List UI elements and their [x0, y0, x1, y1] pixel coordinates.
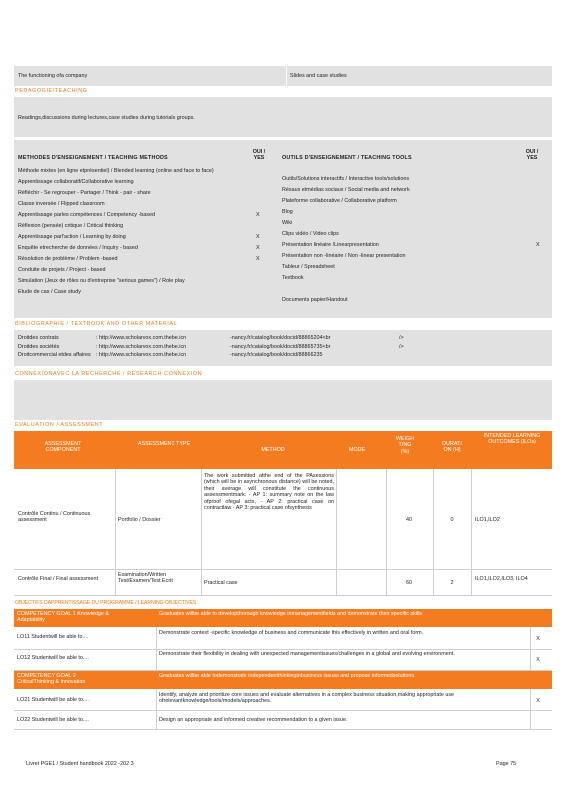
lo22-text: Design an appropriate and informed creative recommendation to a given issue.: [159, 717, 348, 723]
lo11-mark: X: [536, 636, 540, 642]
lo11-text: Demonstrate context -specific knowledge of business and communicate this effectively in written and oral form.: [159, 630, 424, 636]
tool-item-label: Textbook: [282, 275, 304, 281]
footer-page: Page 75: [496, 761, 517, 767]
course-title: The functioning ofa company: [18, 73, 88, 79]
tool-item: [282, 165, 532, 176]
bibliography-box: [14, 330, 552, 366]
eval-row1-ilos: ILO1,ILO2: [475, 517, 500, 523]
objectives-table: [14, 609, 552, 735]
eval-header-component: ASSESSMENT COMPONENT: [44, 441, 82, 454]
tool-item: [282, 253, 532, 264]
method-item-label: Résolution de problème / Problem -based: [18, 256, 118, 262]
method-item-mark: X: [256, 212, 260, 218]
methods-header-left: METHODES D'ENSEIGNEMENT / TEACHING METHODS: [18, 155, 168, 161]
method-item-label: Simulation (Jeux de rôles ou d'entreprise "serious games") / Role play: [18, 278, 185, 284]
lo12-text: Demonstrate their flexibility in dealing with unexpected managementissues/challenges in a global and evolving environment.: [159, 651, 455, 657]
tool-item-label: Tableur / Spreadsheet: [282, 264, 335, 270]
tool-item: [282, 231, 532, 242]
eval-header-method: METHOD: [261, 447, 285, 453]
method-item: [18, 256, 258, 267]
tools-list: [282, 165, 540, 308]
method-item: [18, 234, 258, 245]
method-item: [18, 245, 258, 256]
lo12-code: LO12 Studentwill be able to....: [17, 655, 89, 661]
tools-header-ouiyes: OUI / YES: [525, 149, 539, 162]
method-item-mark: X: [256, 245, 260, 251]
tool-item-label: Wiki: [282, 220, 293, 226]
lo21-text: Identify, analyze and prioritize core issues and evaluate alternatives in a complex business situation,making appropriate use ofrelevantknowledge/tools/models/approaches.: [159, 692, 455, 705]
bibliography-c[interactable]: -nancy.fr/catalog/book/docid/88865204<br: [230, 335, 331, 341]
evaluation-heading: EVALUATION / ASSESSMENT: [15, 422, 104, 428]
method-item: [18, 212, 258, 223]
bibliography-a: Droitdes sociétés: [18, 343, 60, 350]
tool-item: [282, 242, 540, 253]
methods-list: [18, 168, 258, 300]
method-item-label: Méthode mixtes (en ligne etprésentiel) / Blended learning (online and face to face): [18, 168, 214, 174]
tool-item-label: Présentation linéaire /Linearpresentation: [282, 242, 379, 248]
methods-block: [14, 140, 552, 318]
method-item: [18, 201, 258, 212]
method-item-label: Apprentissage collaboratif/Collaborative learning: [18, 179, 134, 185]
eval-row1-component: Contrôle Continu / Continuous assessment: [18, 511, 91, 524]
eval-header-mode: MODE: [348, 447, 366, 453]
tool-item: [282, 297, 532, 308]
tool-item-label: Résaux etmédias sociaux / Social media and network: [282, 187, 410, 193]
eval-row2-method: Practical case: [204, 580, 238, 586]
course-header-row: [14, 66, 552, 86]
goal2-title: COMPETENCY GOAL 2 CriticalThinking & Innovation: [17, 673, 86, 686]
method-item-mark: X: [256, 256, 260, 262]
lo21-mark: X: [536, 698, 540, 704]
lo21-code: LO21 Studentwill be able to....: [17, 697, 89, 703]
evaluation-table: [14, 431, 552, 596]
method-item-label: Réflexion (pensée) critique / Critical thinking: [18, 223, 124, 229]
bibliography-row: [18, 335, 548, 344]
eval-row1-method: The work submitted atthe end of the PAsessions (which will be in asynchronous distance) will be noted, their average will constitute the continuous assessmentmark. - AP 1: summary note on the law ofproof ofegal acts, - AP 2: practical case on contractlaw - AP 3: practical case ofsynthesis: [204, 473, 334, 512]
eval-row1-duration: 0: [450, 517, 454, 523]
bibliography-b[interactable]: : http://www.scholarvox.com.thebe.icn: [96, 352, 187, 358]
tool-item-label: Présentation non -linéaire / Non -linear presentation: [282, 253, 406, 259]
tool-item: [282, 176, 532, 187]
research-box: [14, 380, 552, 420]
tool-item: [282, 275, 532, 286]
objectives-heading: OBJECTIFS DAPPRENTISSAGE DU PROGRAMME / LEARNING OBJECTIVES: [15, 600, 197, 606]
bibliography-heading: BIBLIOGRAPHIE / TEXTBOOK AND OTHER MATERIAL: [15, 321, 178, 327]
eval-header-ilos: INTENDED LEARNING OUTCOMES (ILOs): [483, 433, 541, 446]
eval-row2-type: Examination/Written Test/Examen/Test Ecrit: [118, 572, 173, 585]
eval-row1-type: Portfolio / Dossier: [118, 517, 161, 523]
goal2-text: Graduates willbe able todemonstrate independentthinkinginbusiness issues and propose informedsolutions.: [159, 673, 416, 679]
method-item-label: Apprentissage parles compétences / Competency -based: [18, 212, 155, 218]
tool-item: [282, 209, 532, 220]
tool-item-label: Plateforme collaborative / Collaborative platform: [282, 198, 397, 204]
tool-item: [282, 264, 532, 275]
method-item: [18, 289, 258, 300]
eval-row2-ilos: ILO1,ILO2,ILO3, ILO4: [475, 576, 528, 582]
footer-left: Livret PGE1 / Student handbook 2022 -202 3: [26, 761, 134, 767]
method-item-label: Classe inversée / Flipped classroom: [18, 201, 105, 207]
method-item-label: Conduite de projets / Project - based: [18, 267, 106, 273]
tool-item-label: Blog: [282, 209, 293, 215]
method-item-mark: X: [256, 234, 260, 240]
goal1-text: Graduates willbe able to developthorough knowledge inmanagementfields and demonstrate their specific skills: [159, 611, 423, 617]
method-item-label: Etude de cas / Case study: [18, 289, 81, 295]
tool-item-mark: X: [536, 242, 540, 248]
course-materials: Slides and case studies: [290, 73, 347, 79]
bibliography-a: Droitcommercial etdes affaires: [18, 352, 91, 358]
eval-row1-weight: 40: [406, 517, 412, 523]
bibliography-d[interactable]: />: [399, 343, 404, 350]
eval-row2-weight: 60: [406, 580, 412, 586]
method-item-label: Enquête etrecherche de données / Inquiry - based: [18, 245, 138, 251]
method-item-label: Apprentissage parl'action / Learning by doing: [18, 234, 126, 240]
lo22-code: LO22 Studentwill be able to....: [17, 717, 89, 723]
pedagogie-heading: PEDAGOGIE/TEACHING: [15, 88, 88, 94]
bibliography-c[interactable]: -nancy.fr/catalog/book/docid/88865735<br: [230, 343, 331, 350]
tool-item: [282, 220, 532, 231]
lo11-code: LO11 Studentwill be able to....: [17, 634, 89, 640]
bibliography-a: Droitdes contrats: [18, 335, 59, 341]
method-item: [18, 223, 258, 234]
tool-item-label: Documents papier/Handout: [282, 297, 348, 303]
bibliography-b[interactable]: : http://www.scholarvox.com.thebe.icn: [96, 335, 187, 341]
method-item-label: Réfléchir - Se regrouper - Partager / Think - pair - share: [18, 190, 151, 196]
bibliography-c[interactable]: -nancy.fr/catalog/book/docid/88866235: [230, 352, 323, 358]
tool-item: [282, 286, 532, 297]
method-item: [18, 168, 258, 179]
pedagogie-box: [14, 97, 552, 137]
eval-header-duration: DURATI ON (H): [442, 441, 462, 454]
goal1-title: COMPETENCY GOAL 1 Knowledge & Adaptability: [17, 611, 109, 624]
eval-row2-component: Contrôle Final / Final assessment: [18, 576, 98, 582]
eval-row2-duration: 2: [450, 580, 454, 586]
method-item: [18, 179, 258, 190]
pedagogie-text: Readings,discussions during lectures,case studies during tutorials groups.: [18, 115, 195, 121]
bibliography-row: [18, 352, 548, 361]
tool-item: [282, 187, 532, 198]
eval-header-type: ASSESSMENT TYPE: [137, 441, 191, 447]
method-item: [18, 267, 258, 278]
tool-item-label: Clips vidéo / Video clips: [282, 231, 339, 237]
bibliography-d[interactable]: />: [399, 335, 404, 341]
bibliography-row: [18, 344, 548, 353]
lo12-mark: X: [536, 657, 540, 663]
eval-header-weight: WEIGH TING (%): [395, 436, 415, 455]
tools-header: OUTILS D'ENSEIGNEMENT / TEACHING TOOLS: [282, 155, 412, 161]
method-item: [18, 278, 258, 289]
tool-item: [282, 198, 532, 209]
bibliography-b[interactable]: : http://www.scholarvox.com.thebe.icn: [96, 343, 187, 350]
methods-header-ouiyes: OUI / YES: [252, 149, 266, 162]
research-heading: CONNEXIONAVEC LA RECHERCHE / RESEARCH CONNEXION: [15, 371, 203, 377]
method-item: [18, 190, 258, 201]
tool-item-label: Outils/Solutions interactifs / Interactive tools/solutions: [282, 176, 410, 182]
